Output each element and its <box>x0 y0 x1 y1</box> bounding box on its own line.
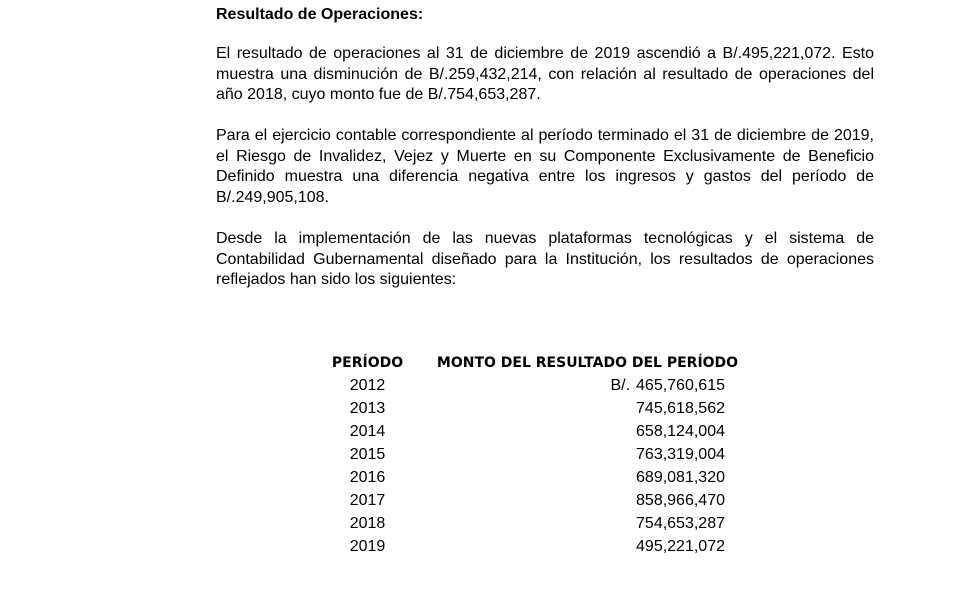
currency-symbol: B/. <box>610 377 631 394</box>
paragraph-fiscal-period: Para el ejercicio contable correspondiente al período terminado el 31 de diciembre de 2019, el Riesgo de Invalidez, Vejez y Muerte en su Componente Exclusivamente de Beneficio Definido muestra una diferencia negativa entre los ingresos y gastos del período de B/.249,905,108. <box>216 127 874 206</box>
results-table <box>300 352 740 558</box>
section-heading: Resultado de Operaciones: <box>216 6 424 23</box>
row-amount: 754,653,287 <box>636 515 725 532</box>
table-row <box>300 397 740 420</box>
paragraph-operations-result: El resultado de operaciones al 31 de diciembre de 2019 ascendió a B/.495,221,072. Esto muestra una disminución de B/.259,432,214, con relación al resultado de operaciones del año 2018, cuyo monto fue de B/.754,653,287. <box>216 45 874 103</box>
header-period: PERÍODO <box>331 355 404 371</box>
paragraph-implementation: Desde la implementación de las nuevas plataformas tecnológicas y el sistema de Contabilidad Gubernamental diseñado para la Institución, los resultados de operaciones reflejados han sido los siguientes: <box>216 230 874 288</box>
row-amount: 858,966,470 <box>636 492 725 509</box>
table-row <box>300 443 740 466</box>
row-amount <box>435 374 740 397</box>
row-year: 2014 <box>349 423 386 440</box>
table-row <box>300 512 740 535</box>
table-row <box>300 466 740 489</box>
row-year: 2016 <box>349 469 386 486</box>
table-row <box>300 535 740 558</box>
row-amount: 495,221,072 <box>636 538 725 555</box>
row-year: 2015 <box>349 446 386 463</box>
table-row <box>300 489 740 512</box>
row-amount: 658,124,004 <box>636 423 725 440</box>
row-amount: 689,081,320 <box>636 469 725 486</box>
table-header-row <box>300 352 740 374</box>
row-year: 2013 <box>349 400 386 417</box>
header-amount: MONTO DEL RESULTADO DEL PERÍODO <box>436 355 739 371</box>
row-year: 2012 <box>349 377 386 394</box>
row-amount: 745,618,562 <box>636 400 725 417</box>
row-year: 2018 <box>349 515 386 532</box>
table-row <box>300 420 740 443</box>
row-year: 2019 <box>349 538 386 555</box>
row-year: 2017 <box>349 492 386 509</box>
row-amount: 763,319,004 <box>636 446 725 463</box>
amount-value: 465,760,615 <box>636 377 725 394</box>
table-row <box>300 374 740 397</box>
